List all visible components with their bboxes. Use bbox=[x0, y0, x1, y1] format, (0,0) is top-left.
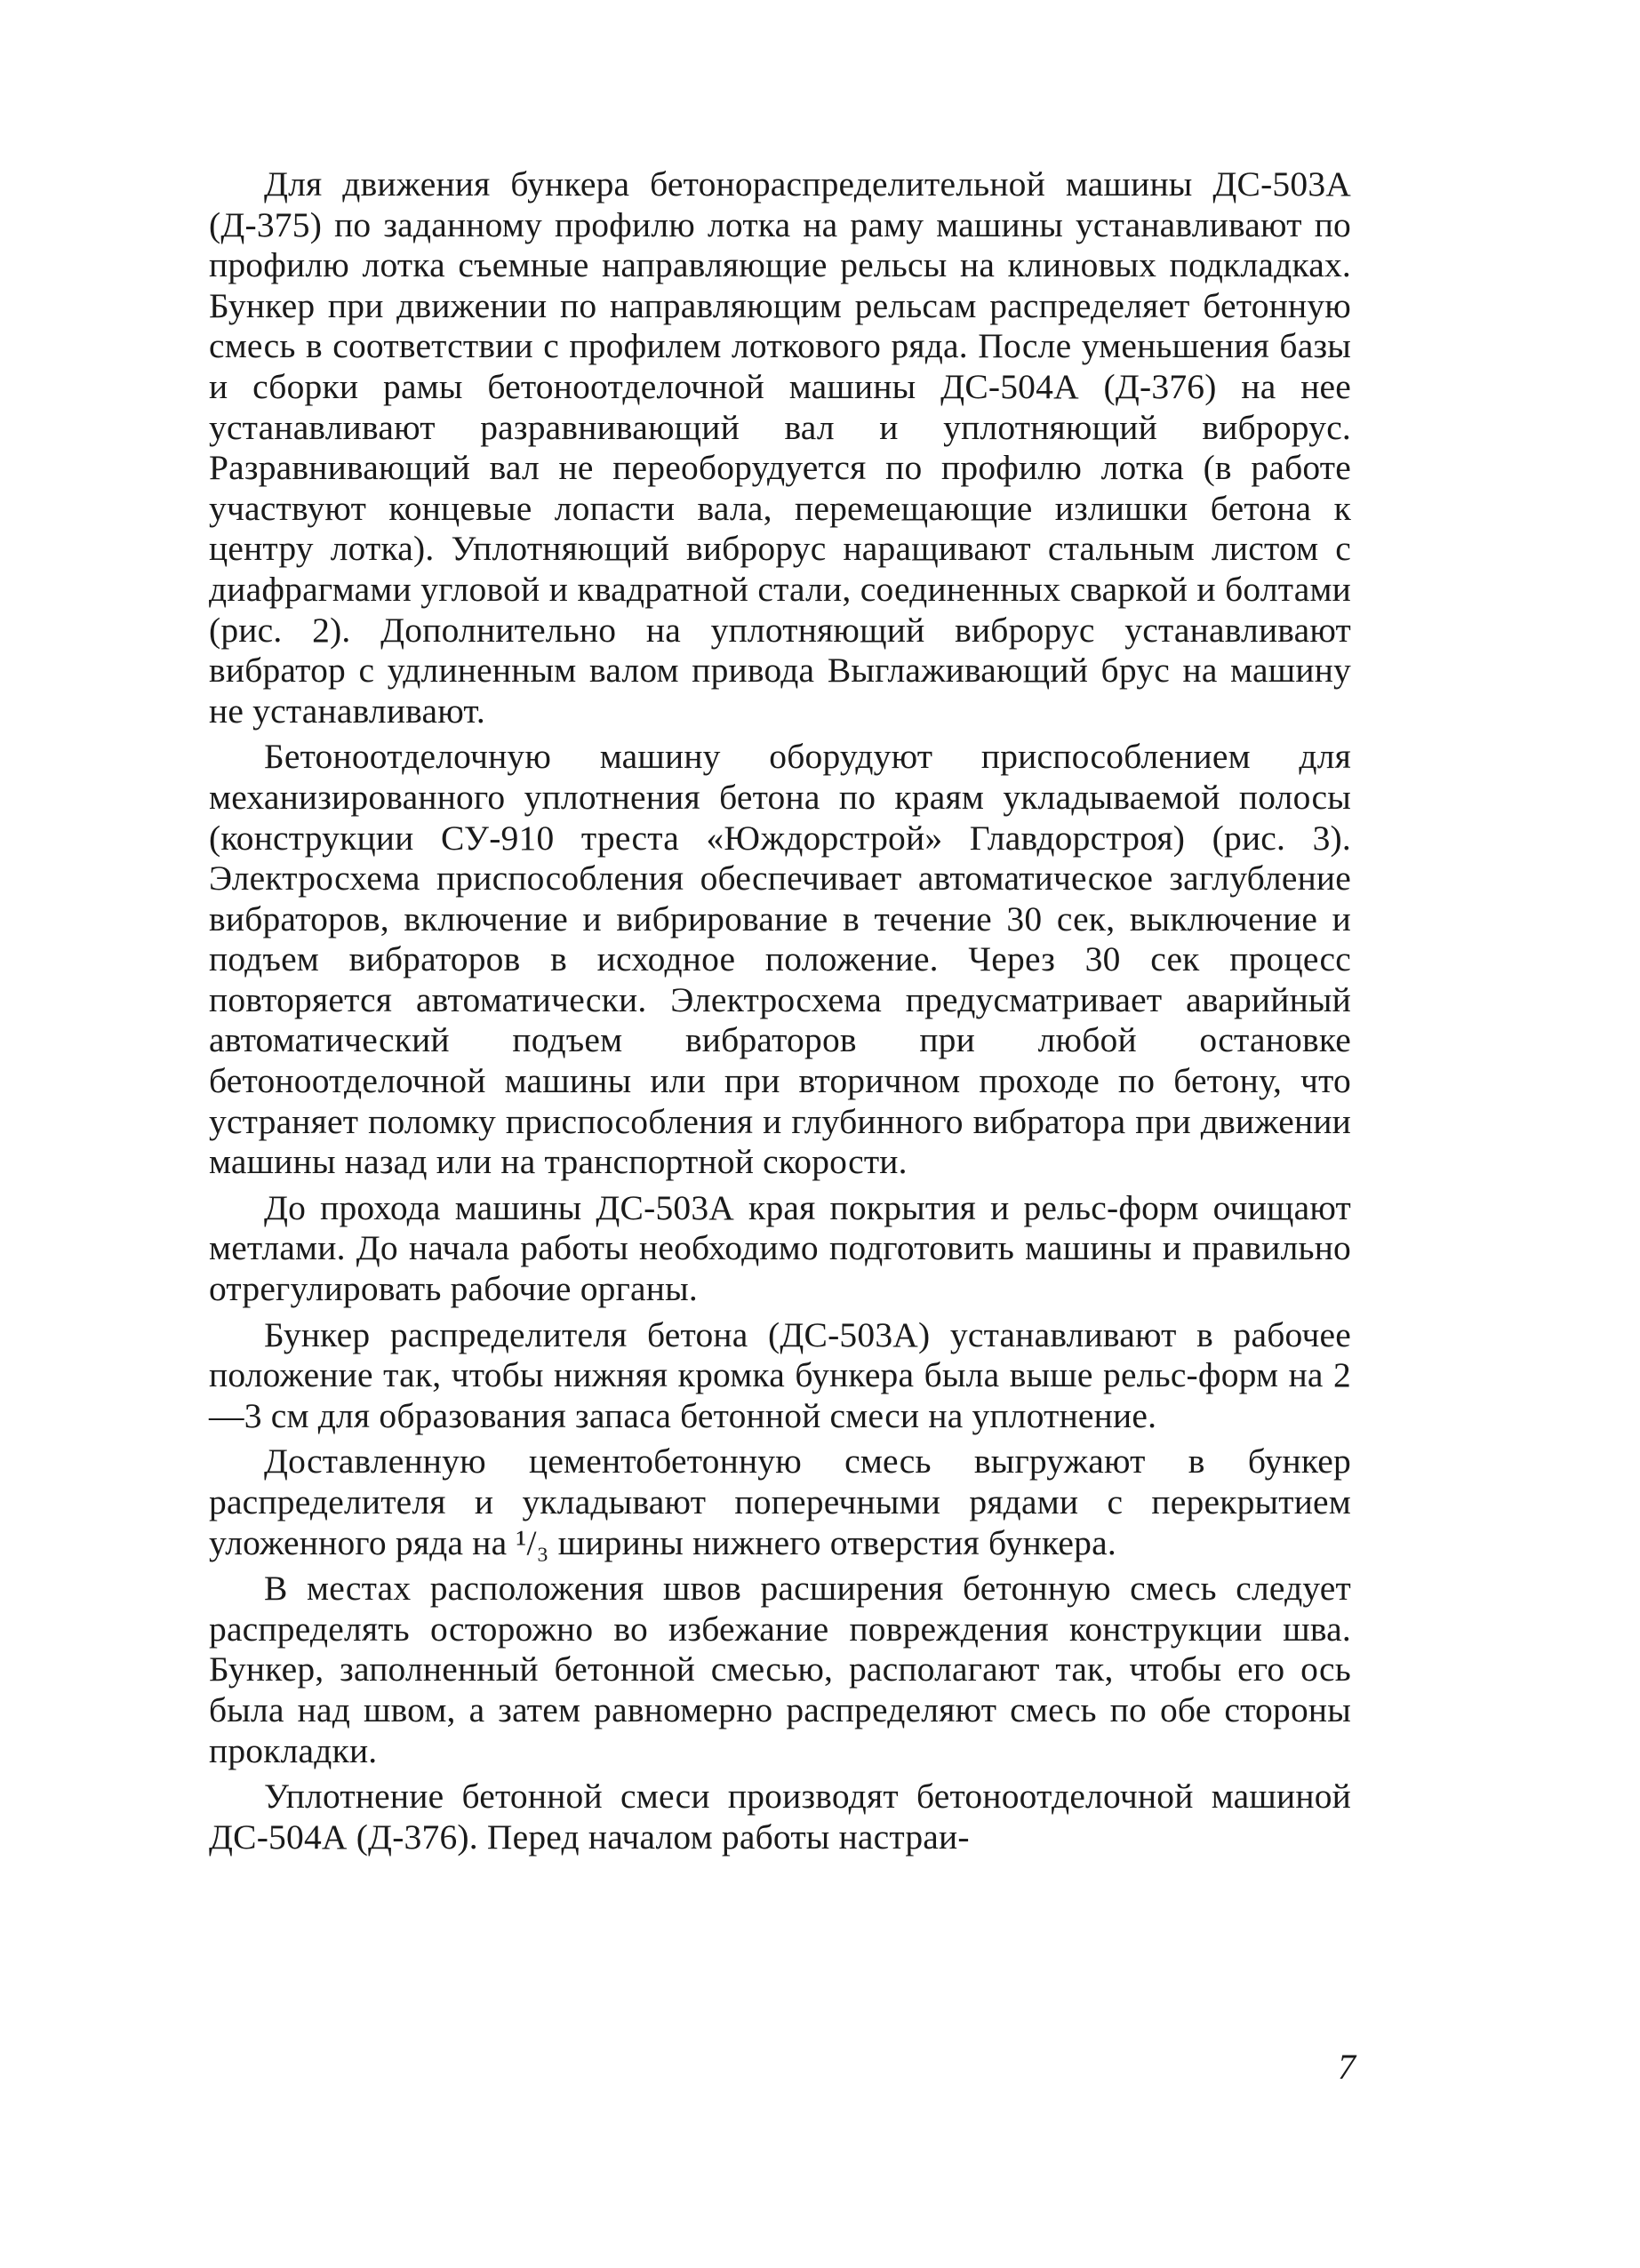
document-page bbox=[209, 164, 1351, 2155]
paragraph-expansion-joints: В местах расположения швов расширения бетонную смесь следует распределять осторожно во избежание повреждения конструкции шва. Бункер, заполненный бетонной смесью, располагают так, чтобы его ось была над швом, а затем равномерно распределяют смесь по обе стороны прокладки. bbox=[209, 1569, 1351, 1770]
paragraph-bunker-movement: Для движения бункера бетонораспределительной машины ДС-503А (Д-375) по заданному профилю лотка на раму машины устанавливают по профилю лотка съемные направляющие рельсы на клиновых подкладках. Бункер при движении по направляющим рельсам распределяет бетонную смесь в соответствии с профилем лоткового ряда. После уменьшения базы и сборки рамы бетоноотделочной машины ДС-504А (Д-376) на нее устанавливают разравнивающий вал и уплотняющий виброрус. Разравнивающий вал не переоборудуется по профилю лотка (в работе участвуют концевые лопасти вала, перемещающие излишки бетона к центру лотка). Уплотняющий виброрус наращивают стальным листом с диафрагмами угловой и квадратной стали, соединенных сваркой и болтами (рис. 2). Дополнительно на уплотняющий виброрус устанавливают вибратор с удлиненным валом привода Выглаживающий брус на машину не устанавливают. bbox=[209, 164, 1351, 731]
paragraph-bunker-position: Бункер распределителя бетона (ДС-503А) устанавливают в рабочее положение так, чтобы нижняя кромка бункера была выше рельс-форм на 2—3 см для образования запаса бетонной смеси на уплотнение. bbox=[209, 1314, 1351, 1435]
paragraph-edge-compaction-device: Бетоноотделочную машину оборудуют приспособлением для механизированного уплотнения бетона по краям укладываемой полосы (конструкции СУ-910 треста «Юждорстрой» Главдорстроя) (рис. 3). Электросхема приспособления обеспечивает автоматическое заглубление вибраторов, включение и вибрирование в течение 30 сек, выключение и подъем вибраторов в исходное положение. Через 30 сек процесс повторяется автоматически. Электросхема предусматривает аварийный автоматический подъем вибраторов при любой остановке бетоноотделочной машины или при вторичном проходе по бетону, что устраняет поломку приспособления и глубинного вибратора при движении машины назад или на транспортной скорости. bbox=[209, 737, 1351, 1182]
paragraph-compaction: Уплотнение бетонной смеси производят бетоноотделочной машиной ДС-504А (Д-376). Перед началом работы настраи- bbox=[209, 1777, 1351, 1857]
body-text bbox=[209, 164, 1351, 1857]
paragraph-mix-unloading: Доставленную цементобетонную смесь выгружают в бункер распределителя и укладывают поперечными рядами с перекрытием уложенного ряда на ¹/₃ ширины нижнего отверстия бункера. bbox=[209, 1441, 1351, 1562]
page-number: 7 bbox=[1338, 2047, 1356, 2087]
paragraph-preparation: До прохода машины ДС-503А края покрытия и рельс-форм очищают метлами. До начала работы необходимо подготовить машины и правильно отрегулировать рабочие органы. bbox=[209, 1187, 1351, 1309]
